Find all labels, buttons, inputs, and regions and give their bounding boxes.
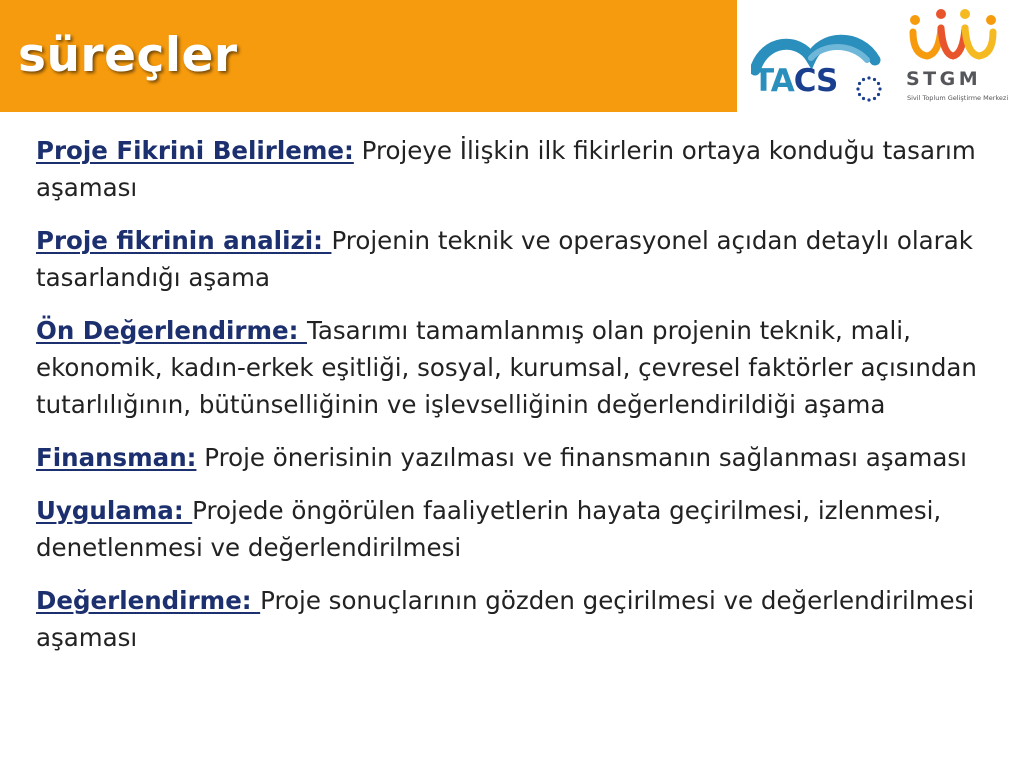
item-term: Proje Fikrini Belirleme: — [36, 136, 354, 165]
eu-stars-icon — [856, 76, 881, 101]
item-description: Projenin teknik ve operasyonel açıdan detaylı olarak tasarlandığı aşama — [36, 226, 973, 292]
item-description: Tasarımı tamamlanmış olan projenin teknik, mali, ekonomik, kadın-erkek eşitliği, sosyal, kurumsal, çevresel faktörler açısından tutarlılığının, bütünselliğinin ve işlevselliğinin değerlendirildiği aşama — [36, 316, 977, 419]
tacso-wordmark: TACS — [753, 63, 838, 99]
list-item — [36, 492, 1014, 566]
item-term: Proje fikrinin analizi: — [36, 226, 332, 255]
item-term: Ön Değerlendirme: — [36, 316, 307, 345]
item-term: Finansman: — [36, 443, 197, 472]
stgm-wordmark: STGM — [906, 68, 982, 90]
title-bar — [0, 0, 737, 112]
slide-title: süreçler — [18, 28, 238, 83]
stgm-logo-icon — [905, 6, 1001, 106]
list-item — [36, 132, 1014, 206]
item-description: Proje önerisinin yazılması ve finansmanın sağlanması aşaması — [196, 443, 967, 472]
process-list — [36, 132, 1014, 672]
logo-area — [737, 0, 1024, 112]
list-item — [36, 222, 1014, 296]
item-term: Değerlendirme: — [36, 586, 261, 615]
item-description: Proje sonuçlarının gözden geçirilmesi ve değerlendirilmesi aşaması — [36, 586, 975, 652]
item-term: Uygulama: — [36, 496, 193, 525]
list-item — [36, 582, 1014, 656]
list-item — [36, 439, 1014, 476]
item-description: Projede öngörülen faaliyetlerin hayata geçirilmesi, izlenmesi, denetlenmesi ve değerlendirilmesi — [36, 496, 942, 562]
list-item — [36, 312, 1014, 423]
stgm-subtitle: Sivil Toplum Geliştirme Merkezi — [907, 94, 1009, 102]
item-description: Projeye İlişkin ilk fikirlerin ortaya konduğu tasarım aşaması — [36, 136, 976, 202]
